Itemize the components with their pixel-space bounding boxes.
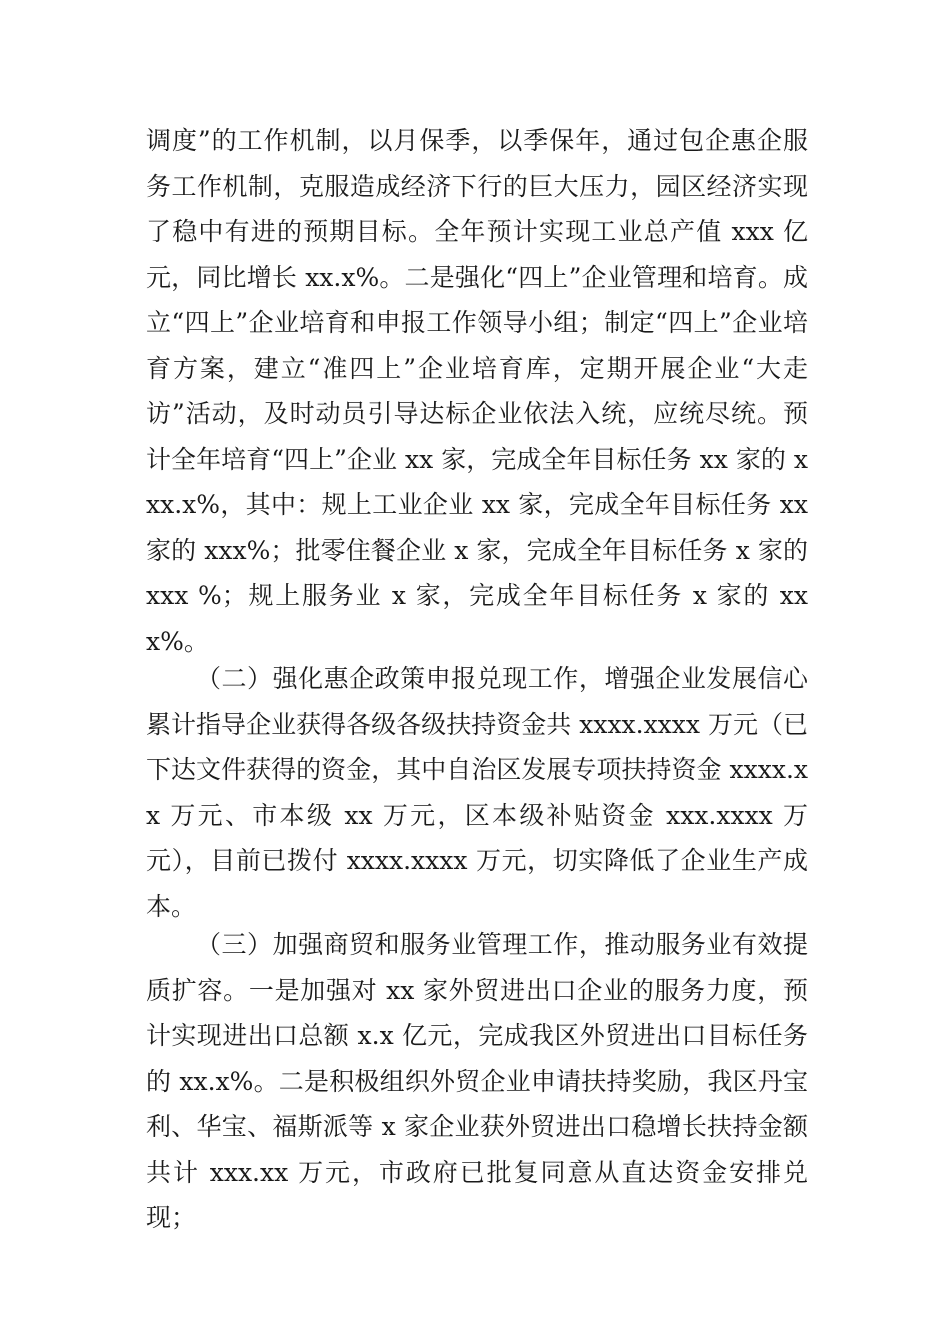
paragraph-section-2	[146, 656, 808, 929]
body-paragraph-2: （二）强化惠企政策申报兑现工作，增强企业发展信心累计指导企业获得各级各级扶持资金共 xxxx.xxxx 万元（已下达文件获得的资金，其中自治区发展专项扶持资金 xxxx.xx 万元、市本级 xx 万元，区本级补贴资金 xxx.xxxx 万元），目前已拨付 xxxx.xxxx 万元，切实降低了企业生产成本。	[146, 664, 808, 921]
paragraph-section-3	[146, 922, 808, 1241]
body-paragraph-1: 调度”的工作机制，以月保季，以季保年，通过包企惠企服务工作机制，克服造成经济下行的巨大压力，园区经济实现了稳中有进的预期目标。全年预计实现工业总产值 xxx 亿元，同比增长 xx.x%。二是强化“四上”企业管理和培育。成立“四上”企业培育和申报工作领导小组；制定“四上”企业培育方案，建立“准四上”企业培育库，定期开展企业“大走访”活动，及时动员引导达标企业依法入统，应统尽统。预计全年培育“四上”企业 xx 家，完成全年目标任务 xx 家的 xxx.x%，其中：规上工业企业 xx 家，完成全年目标任务 xx 家的 xxx%；批零住餐企业 x 家，完成全年目标任务 x 家的 xxx %；规上服务业 x 家，完成全年目标任务 x 家的 xxx%。	[146, 126, 808, 656]
body-paragraph-3: （三）加强商贸和服务业管理工作，推动服务业有效提质扩容。一是加强对 xx 家外贸进出口企业的服务力度，预计实现进出口总额 x.x 亿元，完成我区外贸进出口目标任务的 xx.x%。二是积极组织外贸企业申请扶持奖励，我区丹宝利、华宝、福斯派等 x 家企业获外贸进出口稳增长扶持金额共计 xxx.xx 万元，市政府已批复同意从直达资金安排兑现；	[146, 930, 808, 1232]
paragraph-continuation	[146, 118, 808, 664]
